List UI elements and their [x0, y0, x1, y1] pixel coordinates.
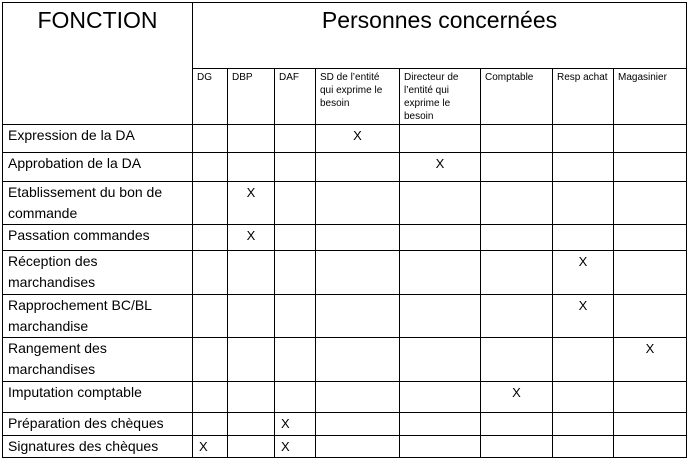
column-header-dg: DG [193, 69, 228, 125]
function-label: Rangement des marchandises [3, 338, 193, 382]
table-row [3, 225, 687, 251]
personnes-header: Personnes concernées [193, 3, 687, 69]
mark-cell [614, 413, 687, 436]
function-label: Réception des marchandises [3, 251, 193, 295]
mark-cell [400, 295, 481, 338]
column-header-directeur-entite: Directeur de l’entité qui exprime le besoin [400, 69, 481, 125]
mark-cell [553, 125, 614, 153]
mark-cell [481, 225, 553, 251]
mark-cell [614, 125, 687, 153]
mark-cell [481, 251, 553, 295]
column-header-sd-entite: SD de l’entité qui exprime le besoin [316, 69, 400, 125]
responsibility-table [2, 2, 687, 458]
mark-cell [400, 125, 481, 153]
mark-cell [193, 295, 228, 338]
mark-cell: X [228, 182, 275, 225]
mark-cell [481, 338, 553, 382]
mark-cell [316, 382, 400, 413]
mark-cell: X [553, 251, 614, 295]
table-row [3, 295, 687, 338]
mark-cell [400, 251, 481, 295]
mark-cell [228, 295, 275, 338]
function-label: Imputation comptable [3, 382, 193, 413]
mark-cell [481, 295, 553, 338]
mark-cell [316, 251, 400, 295]
mark-cell [553, 338, 614, 382]
mark-cell [193, 225, 228, 251]
mark-cell: X [193, 436, 228, 458]
function-label: Signatures des chèques [3, 436, 193, 458]
function-label: Expression de la DA [3, 125, 193, 153]
mark-cell: X [228, 225, 275, 251]
mark-cell [228, 153, 275, 182]
table-row [3, 382, 687, 413]
mark-cell [275, 251, 316, 295]
column-header-daf: DAF [275, 69, 316, 125]
mark-cell [228, 338, 275, 382]
mark-cell [275, 382, 316, 413]
mark-cell [316, 295, 400, 338]
mark-cell [553, 436, 614, 458]
mark-cell [193, 338, 228, 382]
mark-cell: X [275, 413, 316, 436]
column-header-resp-achat: Resp achat [553, 69, 614, 125]
function-label: Approbation de la DA [3, 153, 193, 182]
mark-cell [614, 225, 687, 251]
mark-cell: X [316, 125, 400, 153]
mark-cell [614, 382, 687, 413]
mark-cell [275, 125, 316, 153]
mark-cell [228, 436, 275, 458]
mark-cell [193, 153, 228, 182]
mark-cell [193, 251, 228, 295]
mark-cell [316, 225, 400, 251]
mark-cell [400, 225, 481, 251]
mark-cell: X [275, 436, 316, 458]
mark-cell [553, 182, 614, 225]
fonction-header: FONCTION [3, 3, 193, 125]
mark-cell [275, 182, 316, 225]
mark-cell [614, 436, 687, 458]
table-row [3, 153, 687, 182]
mark-cell [400, 338, 481, 382]
column-header-comptable: Comptable [481, 69, 553, 125]
mark-cell [228, 413, 275, 436]
mark-cell [614, 251, 687, 295]
mark-cell [400, 382, 481, 413]
table-row [3, 251, 687, 295]
mark-cell [228, 251, 275, 295]
mark-cell [193, 182, 228, 225]
mark-cell [553, 225, 614, 251]
mark-cell [614, 153, 687, 182]
mark-cell [316, 338, 400, 382]
mark-cell: X [481, 382, 553, 413]
table-row [3, 436, 687, 458]
mark-cell [193, 125, 228, 153]
table-row [3, 125, 687, 153]
mark-cell [228, 125, 275, 153]
mark-cell [481, 436, 553, 458]
mark-cell: X [400, 153, 481, 182]
table-row [3, 182, 687, 225]
mark-cell [275, 295, 316, 338]
column-header-dbp: DBP [228, 69, 275, 125]
table-row [3, 338, 687, 382]
function-label: Etablissement du bon de commande [3, 182, 193, 225]
mark-cell [614, 295, 687, 338]
mark-cell [193, 382, 228, 413]
mark-cell [614, 182, 687, 225]
mark-cell [553, 382, 614, 413]
mark-cell [481, 182, 553, 225]
mark-cell [228, 382, 275, 413]
mark-cell [481, 125, 553, 153]
mark-cell: X [553, 295, 614, 338]
function-label: Préparation des chèques [3, 413, 193, 436]
mark-cell [316, 413, 400, 436]
mark-cell [193, 413, 228, 436]
mark-cell [553, 153, 614, 182]
mark-cell: X [614, 338, 687, 382]
mark-cell [481, 153, 553, 182]
table-row [3, 413, 687, 436]
mark-cell [400, 436, 481, 458]
function-label: Passation commandes [3, 225, 193, 251]
function-label: Rapprochement BC/BL marchandise [3, 295, 193, 338]
mark-cell [400, 182, 481, 225]
mark-cell [316, 153, 400, 182]
mark-cell [400, 413, 481, 436]
mark-cell [316, 436, 400, 458]
mark-cell [553, 413, 614, 436]
mark-cell [275, 338, 316, 382]
mark-cell [481, 413, 553, 436]
mark-cell [275, 153, 316, 182]
column-header-magasinier: Magasinier [614, 69, 687, 125]
mark-cell [275, 225, 316, 251]
mark-cell [316, 182, 400, 225]
